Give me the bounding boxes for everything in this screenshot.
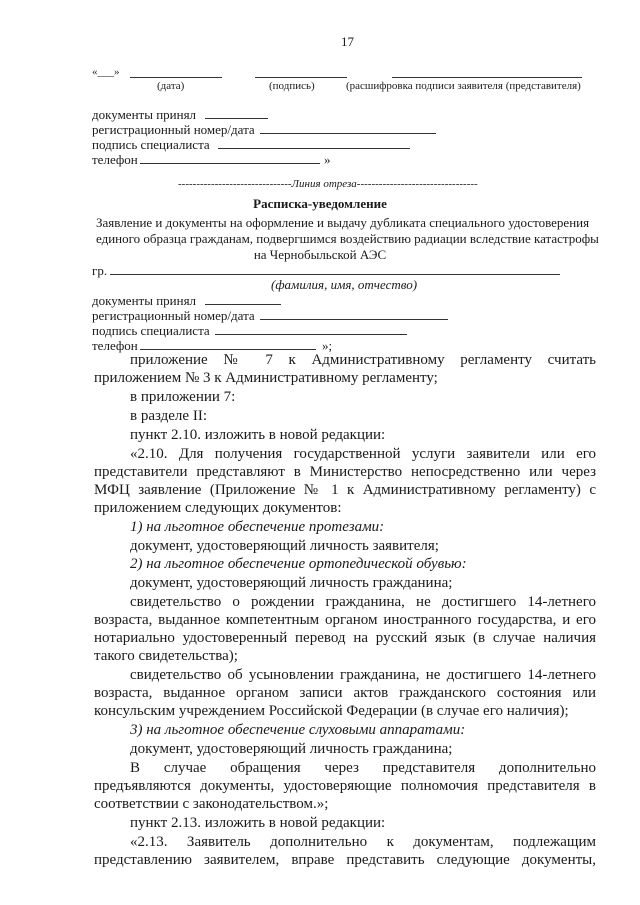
date-line — [130, 77, 222, 78]
p1-line-1: приложение № 7 к Административному регламенту считать — [130, 352, 596, 368]
reg-number-label-2: регистрационный номер/дата — [92, 308, 255, 323]
p5-line-2: представители представляют в Министерство непосредственно или через — [94, 464, 596, 480]
specialist-sign-label: подпись специалиста — [92, 137, 210, 152]
p2: в приложении 7: — [130, 389, 236, 405]
caption-sign: (подпись) — [269, 80, 315, 92]
reg-number-line-2 — [260, 319, 448, 320]
citizen-line — [110, 274, 560, 275]
statement-line-2: единого образца гражданам, подвергшимся воздействию радиации вследствие катастрофы — [96, 231, 599, 246]
item-2-doc: документ, удостоверяющий личность гражданина; — [130, 575, 453, 591]
statement-line-1: Заявление и документы на оформление и выдачу дубликата специального удостоверения — [96, 215, 590, 230]
page-number: 17 — [341, 34, 354, 49]
p1-line-2: приложением № 3 к Административному регламенту; — [94, 370, 438, 386]
p5-line-1: «2.10. Для получения государственной услуги заявители или его — [130, 446, 596, 462]
item-1-doc: документ, удостоверяющий личность заявителя; — [130, 538, 439, 554]
p9: пункт 2.13. изложить в новой редакции: — [130, 815, 386, 831]
date-placeholder: «___» — [92, 66, 120, 78]
item-3-heading: 3) на льготное обеспечение слуховыми аппаратами: — [130, 722, 466, 738]
receipt-title: Расписка-уведомление — [253, 196, 387, 211]
p4: пункт 2.10. изложить в новой редакции: — [130, 427, 386, 443]
reg-number-label: регистрационный номер/дата — [92, 122, 255, 137]
phone-label: телефон — [92, 152, 138, 167]
cut-line: -------------------------------Линия отреза--------------------------------- — [178, 178, 478, 190]
p6-line-1: свидетельство о рождении гражданина, не достигшего 14-летнего — [130, 594, 596, 610]
phone-end-2: »; — [322, 338, 333, 353]
p5-line-4: приложением следующих документов: — [94, 500, 342, 516]
item-2-heading: 2) на льготное обеспечение ортопедической обувью: — [130, 556, 467, 572]
reg-number-line — [260, 133, 436, 134]
citizen-prefix: гр. — [92, 263, 108, 278]
p8-line-1: В случае обращения через представителя дополнительно — [130, 760, 596, 776]
item-1-heading: 1) на льготное обеспечение протезами: — [130, 519, 385, 535]
p6-line-4: такого свидетельства); — [94, 648, 238, 664]
specialist-sign-label-2: подпись специалиста — [92, 323, 210, 338]
p10-line-1: «2.13. Заявитель дополнительно к документам, подлежащим — [130, 834, 596, 850]
caption-decode: (расшифровка подписи заявителя (представителя) — [346, 80, 581, 92]
phone-line — [140, 163, 320, 164]
sign-line — [255, 77, 347, 78]
specialist-sign-line-2 — [215, 334, 407, 335]
p7-line-3: консульским учреждением Российской Федерации (в случае его наличия); — [94, 703, 569, 719]
specialist-sign-line — [218, 148, 410, 149]
p6-line-2: возраста, выданное компетентным органом иностранного государства, и его — [94, 612, 596, 628]
phone-end: » — [324, 152, 331, 167]
docs-accepted-line — [205, 118, 268, 119]
decode-line — [392, 77, 582, 78]
caption-date: (дата) — [157, 80, 185, 92]
p7-line-2: возраста, выданное органом записи актов гражданского состояния или — [94, 685, 596, 701]
docs-accepted-label-2: документы принял — [92, 293, 197, 308]
p7-line-1: свидетельство об усыновлении гражданина, не достигшего 14-летнего — [130, 667, 596, 683]
statement-line-3: на Чернобыльской АЭС — [253, 247, 387, 262]
p8-line-3: соответствии с законодательством.»; — [94, 796, 329, 812]
p10-line-2: представлению заявителем, вправе представить следующие документы, — [94, 852, 596, 868]
phone-line-2 — [140, 349, 316, 350]
docs-accepted-line-2 — [205, 304, 281, 305]
item-3-doc: документ, удостоверяющий личность гражданина; — [130, 741, 453, 757]
phone-label-2: телефон — [92, 338, 138, 353]
p3: в разделе II: — [130, 408, 207, 424]
p6-line-3: нотариально удостоверенный перевод на русский язык (в случае наличия — [94, 630, 596, 646]
p8-line-2: предъявляются документы, удостоверяющие полномочия представителя в — [94, 778, 596, 794]
fio-caption: (фамилия, имя, отчество) — [271, 277, 418, 292]
docs-accepted-label: документы принял — [92, 107, 197, 122]
p5-line-3: МФЦ заявление (Приложение № 1 к Административному регламенту) с — [94, 482, 596, 498]
